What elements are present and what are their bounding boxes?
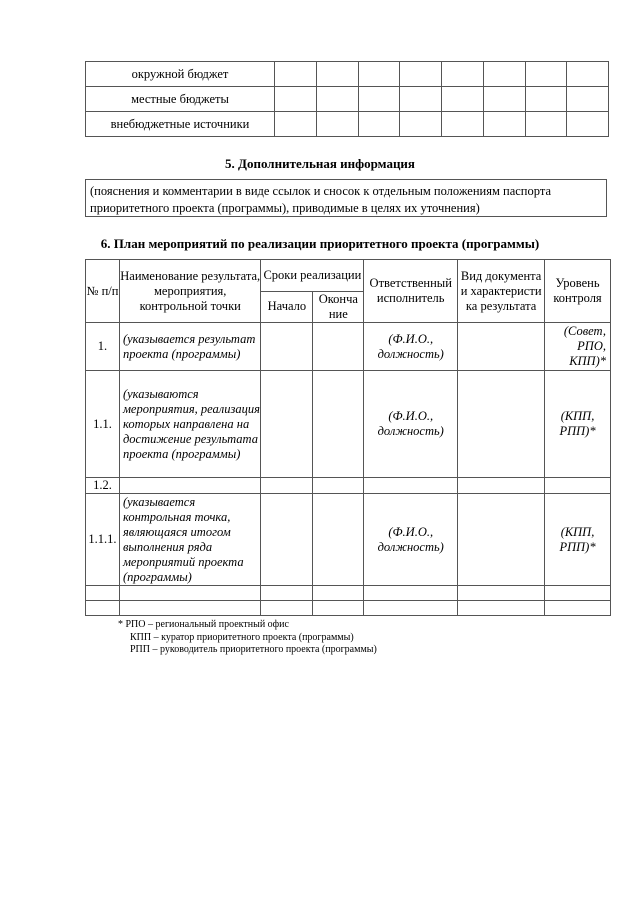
header-num: № п/п — [86, 260, 120, 323]
table-row — [86, 112, 609, 137]
additional-info-box: (пояснения и комментарии в виде ссылок и сносок к отдельным положениям паспорта приоритетного проекта (программы), приводимые в целях их уточнения) — [85, 179, 607, 217]
row-name: (указываются мероприятия, реализация которых направлена на достижение результата проекта (программы) — [119, 371, 261, 478]
table-row — [86, 601, 611, 616]
budget-row-label: окружной бюджет — [86, 62, 275, 87]
table-row — [86, 323, 611, 371]
table-row — [86, 478, 611, 494]
plan-table — [85, 259, 611, 616]
table-row — [86, 87, 609, 112]
row-responsible: (Ф.И.О., должность) — [364, 494, 458, 586]
row-level: (КПП, РПП)* — [545, 371, 611, 478]
footnote: РПП – руководитель приоритетного проекта (программы) — [130, 644, 377, 655]
footnotes — [118, 619, 377, 657]
table-row — [86, 371, 611, 478]
header-terms: Сроки реализации — [261, 260, 364, 292]
budget-row-label: местные бюджеты — [86, 87, 275, 112]
table-row — [86, 586, 611, 601]
header-row — [86, 260, 611, 292]
header-doc: Вид документа и характеристи ка результата — [458, 260, 545, 323]
header-end: Оконча ние — [313, 291, 364, 323]
header-level: Уровень контроля — [545, 260, 611, 323]
budget-table — [85, 61, 609, 137]
row-num: 1.1.1. — [86, 494, 120, 586]
footnote: КПП – куратор приоритетного проекта (программы) — [130, 631, 354, 643]
table-row — [86, 62, 609, 87]
section6-title: 6. План мероприятий по реализации приоритетного проекта (программы) — [100, 236, 540, 251]
footnote: * РПО – региональный проектный офис — [118, 619, 289, 630]
section5-title: 5. Дополнительная информация — [225, 156, 415, 171]
row-num: 1.2. — [86, 478, 120, 494]
row-level: (Совет, РПО, КПП)* — [545, 323, 611, 371]
row-responsible: (Ф.И.О., должность) — [364, 371, 458, 478]
table-row — [86, 494, 611, 586]
header-responsible: Ответственный исполнитель — [364, 260, 458, 323]
budget-row-label: внебюджетные источники — [86, 112, 275, 137]
header-name: Наименование результата, мероприятия, контрольной точки — [119, 260, 261, 323]
row-num: 1. — [86, 323, 120, 371]
row-name: (указывается результат проекта (программы) — [119, 323, 261, 371]
header-start: Начало — [261, 291, 313, 323]
row-responsible: (Ф.И.О., должность) — [364, 323, 458, 371]
row-name: (указывается контрольная точка, являющаяся итогом выполнения ряда мероприятий проекта (программы) — [119, 494, 261, 586]
row-num: 1.1. — [86, 371, 120, 478]
row-level: (КПП, РПП)* — [545, 494, 611, 586]
